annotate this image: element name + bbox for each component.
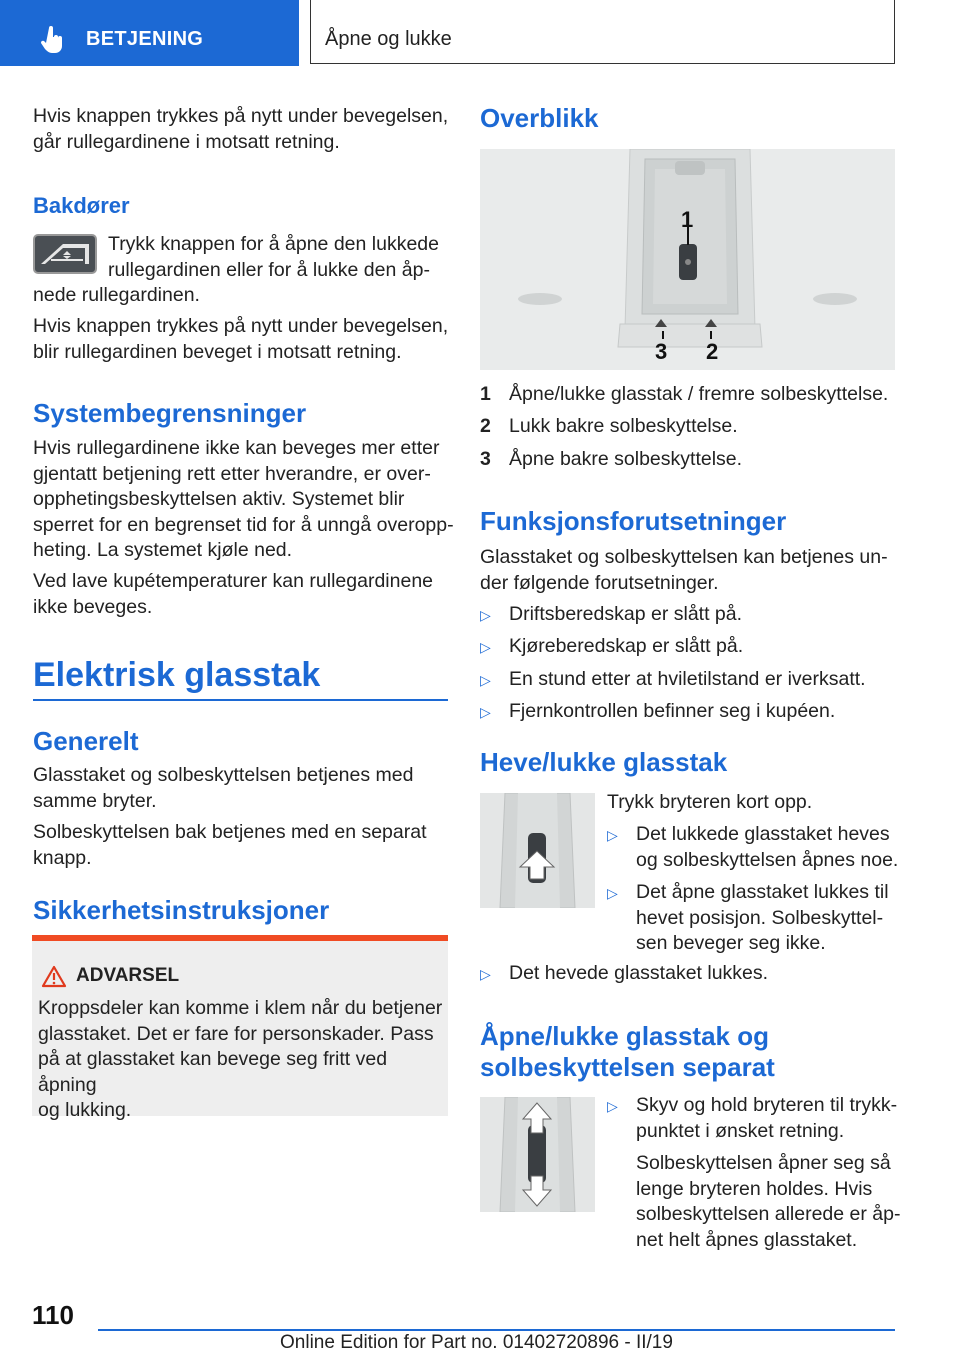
bakdorer-text: Trykk knappen for å åpne den lukkede rullegardinen eller for å lukke den åp-: [108, 233, 439, 281]
chapter-header: [310, 0, 895, 64]
page-number: 110: [32, 1300, 74, 1330]
bakdorer-text-cont: nede rullegardinen.: [33, 284, 200, 306]
generelt-text1: Glasstaket og solbeskyttelsen betjenes med samme bryter.: [33, 764, 414, 812]
overblikk-item-2: 2 Lukk bakre solbeskyttelse.: [480, 415, 738, 437]
callout-3: 3: [655, 339, 668, 364]
rear-blind-button-icon: [33, 234, 97, 274]
footer-rule: [98, 1329, 895, 1331]
separat-heading: Åpne/lukke glasstak og solbeskyttelsen separat: [480, 1021, 775, 1082]
heve-bullet-2: ▷ Det åpne glasstaket lukkes til hevet posisjon. Solbeskyttel- sen beveger seg ikke.: [607, 881, 889, 954]
funksjon-bullet-2: ▷ Kjøreberedskap er slått på.: [480, 635, 744, 657]
bullet-icon: ▷: [480, 672, 491, 688]
switch-up-image: [480, 793, 595, 908]
edition-text: Online Edition for Part no. 01402720896 - II/19: [280, 1332, 673, 1353]
overview-image: [480, 149, 895, 370]
heading-rule: [33, 699, 448, 701]
sikkerhet-heading: Sikkerhetsinstruksjoner: [33, 895, 330, 925]
systembegrensninger-text2: Ved lave kupétemperaturer kan rullegardinene ikke beveges.: [33, 570, 434, 618]
switch-slide-image: [480, 1097, 595, 1212]
separat-bullet-1: ▷ Skyv og hold bryteren til trykk- punktet i ønsket retning.: [607, 1094, 898, 1142]
bakdorer-heading: Bakdører: [33, 193, 130, 218]
intro-paragraph: Hvis knappen trykkes på nytt under bevegelsen, går rullegardinene i motsatt retning.: [33, 105, 449, 153]
warning-text: Kroppsdeler kan komme i klem når du betjener glasstaket. Det er fare for personskader. Pass på at glasstaket kan bevege seg fritt ved åpning og lukking.: [38, 997, 443, 1121]
glasstak-heading: Elektrisk glasstak: [33, 656, 321, 694]
section-tab[interactable]: [0, 0, 299, 66]
overblikk-item-3: 3 Åpne bakre solbeskyttelse.: [480, 448, 743, 470]
warning-title: ADVARSEL: [76, 965, 180, 986]
systembegrensninger-text1: Hvis rullegardinene ikke kan beveges mer etter gjentatt betjening rett etter hverandre, er over- opphetingsbeskyttelsen aktiv. Systemet blir sperret for en begrenset tid for å unngå overopp- heting. La systemet kjøle ned.: [33, 437, 454, 561]
heve-heading: Heve/lukke glasstak: [480, 747, 728, 777]
warning-triangle-icon: [41, 965, 67, 988]
bakdorer-text2: Hvis knappen trykkes på nytt under bevegelsen, blir rullegardinen beveget i motsatt retning.: [33, 315, 449, 363]
overblikk-heading: Overblikk: [480, 103, 599, 133]
funksjon-text: Glasstaket og solbeskyttelsen kan betjenes un- der følgende forutsetninger.: [480, 546, 888, 594]
warning-box: [32, 935, 448, 1121]
chapter-title: Åpne og lukke: [325, 28, 452, 50]
funksjon-bullet-1: ▷ Driftsberedskap er slått på.: [480, 603, 743, 625]
funksjon-bullet-3: ▷ En stund etter at hviletilstand er iverksatt.: [480, 668, 866, 690]
systembegrensninger-heading: Systembegrensninger: [33, 398, 307, 428]
overblikk-item-1: 1 Åpne/lukke glasstak / fremre solbeskyttelse.: [480, 383, 889, 405]
generelt-heading: Generelt: [33, 726, 139, 756]
bullet-icon: ▷: [480, 607, 491, 623]
callout-2: 2: [706, 339, 719, 364]
hand-pointer-icon: [40, 26, 66, 54]
generelt-text2: Solbeskyttelsen bak betjenes med en separat knapp.: [33, 821, 427, 869]
callout-1: 1: [681, 207, 694, 232]
bullet-icon: ▷: [480, 704, 491, 720]
separat-paragraph: Solbeskyttelsen åpner seg så lenge bryteren holdes. Hvis solbeskyttelsen allerede er åp- net helt åpnes glasstaket.: [636, 1152, 901, 1251]
funksjon-bullet-4: ▷ Fjernkontrollen befinner seg i kupéen.: [480, 700, 836, 722]
section-label: BETJENING: [86, 28, 204, 50]
heve-bullet-1: ▷ Det lukkede glasstaket heves og solbeskyttelsen åpnes noe.: [607, 823, 899, 871]
heve-bullet-3: ▷ Det hevede glasstaket lukkes.: [480, 962, 769, 984]
heve-intro: Trykk bryteren kort opp.: [607, 791, 813, 813]
bullet-icon: ▷: [480, 639, 491, 655]
funksjon-heading: Funksjonsforutsetninger: [480, 506, 787, 536]
